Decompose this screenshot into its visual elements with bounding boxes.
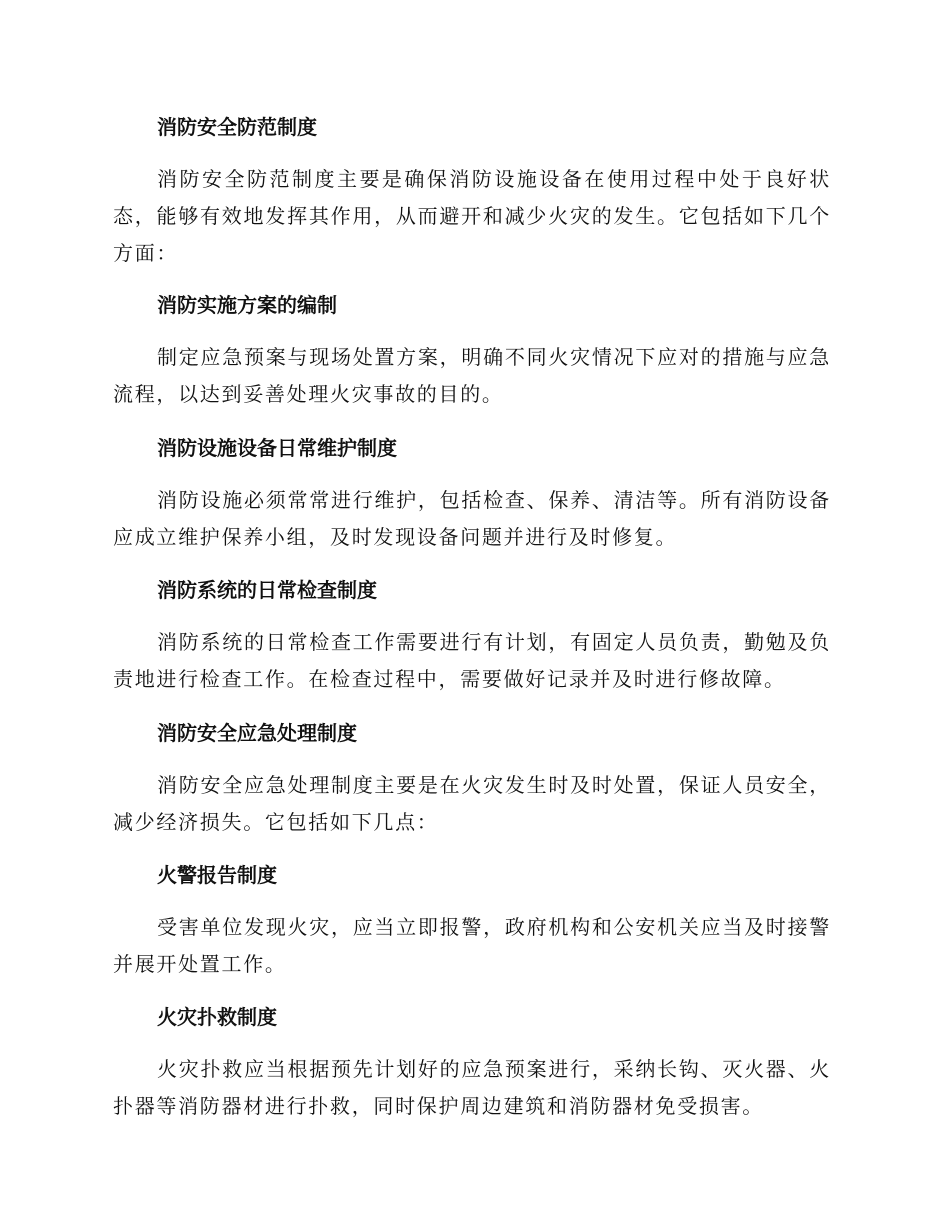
section-heading-daily-inspection: 消防系统的日常检查制度 (157, 578, 377, 602)
section-body-fire-alarm-reporting: 受害单位发现火灾，应当立即报警，政府机构和公安机关应当及时接警并展开处置工作。 (113, 915, 831, 976)
section-body-fire-fighting: 火灾扑救应当根据预先计划好的应急预案进行，采纳长钩、灭火器、火扑器等消防器材进行扑救，同时保护周边建筑和消防器材免受损害。 (113, 1057, 831, 1118)
section-heading-emergency-handling: 消防安全应急处理制度 (157, 721, 357, 745)
section-heading-fire-alarm-reporting: 火警报告制度 (157, 863, 277, 887)
section-body-daily-inspection: 消防系统的日常检查工作需要进行有计划，有固定人员负责，勤勉及负责地进行检查工作。在检查过程中，需要做好记录并及时进行修故障。 (113, 630, 831, 691)
section-heading-daily-maintenance: 消防设施设备日常维护制度 (157, 436, 397, 460)
section-heading-fire-fighting: 火灾扑救制度 (157, 1005, 277, 1029)
section-heading-implementation-plan: 消防实施方案的编制 (157, 293, 337, 317)
section-body-emergency-handling: 消防安全应急处理制度主要是在火灾发生时及时处置，保证人员安全，减少经济损失。它包括如下几点： (113, 773, 831, 834)
section-body-daily-maintenance: 消防设施必须常常进行维护，包括检查、保养、清洁等。所有消防设备应成立维护保养小组，及时发现设备问题并进行及时修复。 (113, 488, 831, 549)
section-heading-fire-safety-prevention: 消防安全防范制度 (157, 115, 317, 139)
section-body-implementation-plan: 制定应急预案与现场处置方案，明确不同火灾情况下应对的措施与应急流程，以达到妥善处理火灾事故的目的。 (113, 345, 831, 406)
section-body-fire-safety-prevention: 消防安全防范制度主要是确保消防设施设备在使用过程中处于良好状态，能够有效地发挥其作用，从而避开和减少火灾的发生。它包括如下几个方面： (113, 167, 831, 265)
